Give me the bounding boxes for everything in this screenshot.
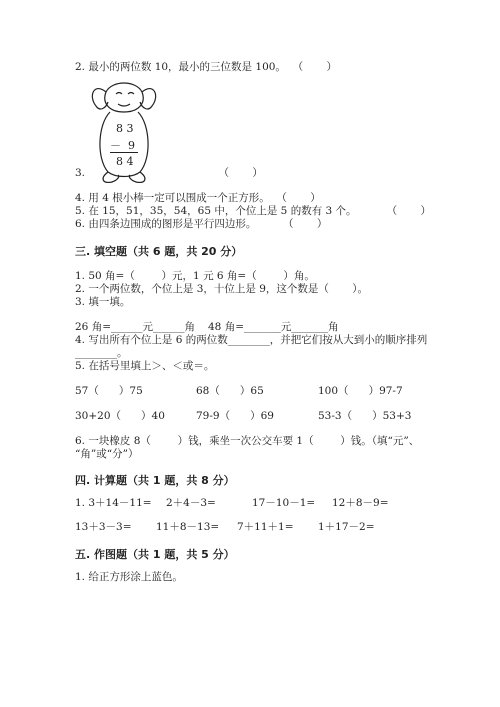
section3-heading: 三. 填空题（共 6 题，共 20 分） <box>75 245 243 258</box>
calc-r2-c4: 1＋17－2= <box>318 521 375 533</box>
section4-heading: 四. 计算题（共 1 题，共 8 分） <box>75 474 235 487</box>
compare-r1-c2: 68（ ）65 <box>196 385 264 397</box>
fill-q3: 3. 填一填。 <box>75 296 131 308</box>
compare-r1-c3: 100（ ）97-7 <box>318 385 403 397</box>
draw-q1: 1. 给正方形涂上蓝色。 <box>75 571 183 583</box>
judge-q2: 2. 最小的两位数 10，最小的三位数是 100。 （ ） <box>75 61 337 73</box>
calc-r1-c2: 2＋4－3= <box>166 497 216 509</box>
compare-r2-c2: 79-9（ ）69 <box>196 410 274 422</box>
fill-q1: 1. 50 角=（ ）元，1 元 6 角=（ ）角。 <box>75 270 315 282</box>
fill-q6-line1: 6. 一块橡皮 8（ ）钱，乘坐一次公交车要 1（ ）钱。（填“元”、 <box>75 435 420 447</box>
section5-heading: 五. 作图题（共 1 题，共 5 分） <box>75 548 235 561</box>
figure-bottom-number: 8 4 <box>116 155 134 168</box>
calc-r1-c1: 1. 3＋14－11= <box>75 497 152 509</box>
judge-q5: 5. 在 15，51，35，54，65 中，个位上是 5 的数有 3 个。 （ ） <box>75 205 431 217</box>
calc-r2-c2: 11＋8－13= <box>156 521 220 533</box>
judge-q4: 4. 用 4 根小棒一定可以围成一个正方形。 （ ） <box>75 192 321 204</box>
compare-r2-c3: 53-3（ ）53+3 <box>318 410 412 422</box>
figure-rule <box>110 152 138 153</box>
fill-q5: 5. 在括号里填上＞、＜或＝。 <box>75 360 215 372</box>
fill-q6-line2: “角”或“分”） <box>75 448 139 460</box>
fill-q4-line2: ________。 <box>75 347 128 359</box>
calc-r2-c1: 13＋3－3= <box>75 521 132 533</box>
compare-r1-c1: 57（ ）75 <box>75 385 143 397</box>
calc-r2-c3: 7＋11＋1= <box>237 521 294 533</box>
compare-r2-c1: 30+20（ ）40 <box>75 410 165 422</box>
judge-q3: 3. （ ） <box>75 167 263 179</box>
fill-q4-line1: 4. 写出所有个位上是 6 的两位数________，并把它们按从大到小的顺序排列 <box>75 334 428 346</box>
fill-q3-right: 48 角=_______元_______角 <box>208 321 339 333</box>
figure-operator-line: － 9 <box>110 139 135 152</box>
calc-r1-c4: 12＋8－9= <box>332 497 389 509</box>
fill-q3-left: 26 角=______元______角 <box>75 321 195 333</box>
figure-top-number: 8 3 <box>116 122 134 135</box>
judge-q6: 6. 由四条边围成的图形是平行四边形。 （ ） <box>75 218 328 230</box>
calc-r1-c3: 17－10－1= <box>252 497 316 509</box>
fill-q2: 2. 一个两位数，个位上是 3，十位上是 9，这个数是（ ）。 <box>75 283 369 295</box>
